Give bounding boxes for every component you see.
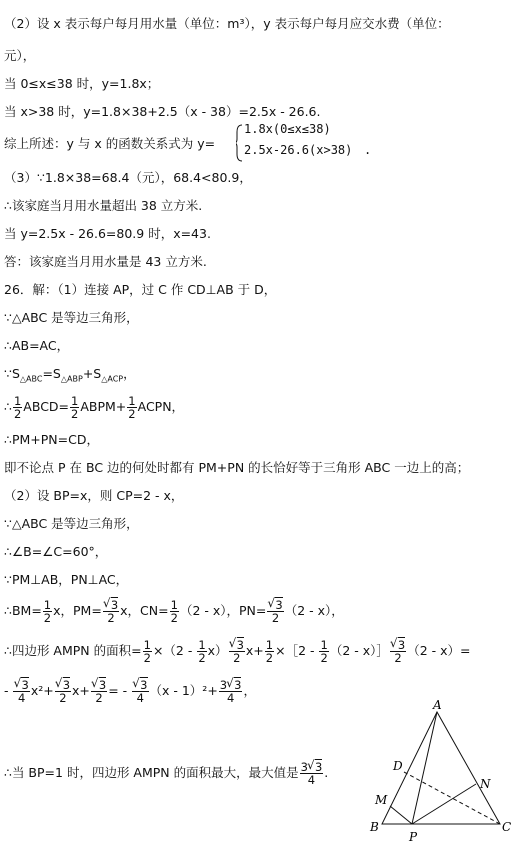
line-12: ∴AB=AC， — [4, 338, 70, 353]
line-14: ∴ $\frac{1}{2}$ ABCD= $\frac{1}{2}$ ABPM+ $\frac{1}{2}$ ACPN， — [4, 394, 185, 421]
label-n: N — [480, 777, 491, 791]
line-9: 答：该家庭当月用水量是 43 立方米. — [4, 254, 207, 269]
piecewise-period: . — [364, 143, 372, 157]
line-22: ∴四边形 AMPN 的面积= $\frac{1}{2}$ ×（2 - $\frac{1}{2}$ x） √ $\frac{3}{2}$ x+ $\frac{1}{2}$ ×［2 - $\frac{1}{2}$ （2 - x）］ √ $\frac{3}{2}$ （2 - x）= — [4, 636, 471, 666]
line-17: （2）设 BP=x，则 CP=2 - x， — [4, 488, 184, 503]
triangle-figure — [360, 698, 520, 846]
line-20: ∵PM⊥AB，PN⊥AC， — [4, 572, 129, 587]
line-7: ∴该家庭当月用水量超出 38 立方米. — [4, 198, 203, 213]
line-11: ∵△ABC 是等边三角形， — [4, 310, 139, 325]
label-p: P — [409, 830, 418, 844]
line-8: 当 y=2.5x - 26.6=80.9 时，x=43. — [4, 226, 211, 241]
line-2: 元）， — [4, 48, 36, 63]
line-23: - √ $\frac{3}{4}$ x²+ √ $\frac{3}{2}$ x+ √ $\frac{3}{2}$ = - √ $\frac{3}{4}$ （x - 1）²+ $\frac{3√ 3}{4}$ ， — [4, 676, 256, 706]
line-5: 综上所述：y 与 x 的函数关系式为 y= — [4, 136, 216, 151]
line-10: 26．解：（1）连接 AP，过 C 作 CD⊥AB 于 D， — [4, 282, 277, 297]
line-21: ∴BM= $\frac{1}{2}$ x，PM= √ $\frac{3}{2}$ x，CN= $\frac{1}{2}$ （2 - x），PN= √ $\frac{3}{2}$ （2 - x）， — [4, 596, 344, 626]
fraction: $\frac{1}{2}$ — [71, 394, 79, 421]
label-d: D — [393, 759, 403, 773]
line-16: 即不论点 P 在 BC 边的何处时都有 PM+PN 的长恰好等于三角形 ABC 一边上的高； — [4, 460, 470, 475]
line-13: $\because S_{\triangle ABC}=S_{\triangle ABP}+S_{\triangle ACP}$， — [4, 366, 136, 384]
line-15: ∴PM+PN=CD， — [4, 432, 99, 447]
line-24: ∴当 BP=1 时，四边形 AMPN 的面积最大，最大值是 $\frac{3√ 3}{4}$ . — [4, 758, 328, 788]
max-value-fraction: $\frac{3√ 3}{4}$ — [300, 761, 324, 786]
line-4: 当 x>38 时，y=1.8×38+2.5（x - 38）=2.5x - 26.6. — [4, 104, 321, 119]
line-3: 当 0≤x≤38 时，y=1.8x； — [4, 76, 160, 91]
line-6: （3）∵1.8×38=68.4（元），68.4<80.9， — [4, 170, 252, 185]
label-c: C — [502, 820, 512, 834]
line-18: ∵△ABC 是等边三角形， — [4, 516, 139, 531]
line-1: （2）设 x 表示每户每月用水量（单位：m³），y 表示每户每月应交水费（单位： — [4, 16, 450, 31]
label-a: A — [433, 698, 442, 712]
label-b: B — [370, 820, 379, 834]
piecewise-case-2: 2.5x-26.6(x>38) — [244, 143, 353, 157]
fraction: $\frac{1}{2}$ — [13, 394, 22, 421]
label-m: M — [375, 793, 388, 807]
piecewise-case-1: 1.8x(0≤x≤38) — [244, 122, 331, 136]
fraction: $\frac{1}{2}$ — [128, 394, 136, 421]
line-19: ∴∠B=∠C=60°， — [4, 544, 108, 559]
